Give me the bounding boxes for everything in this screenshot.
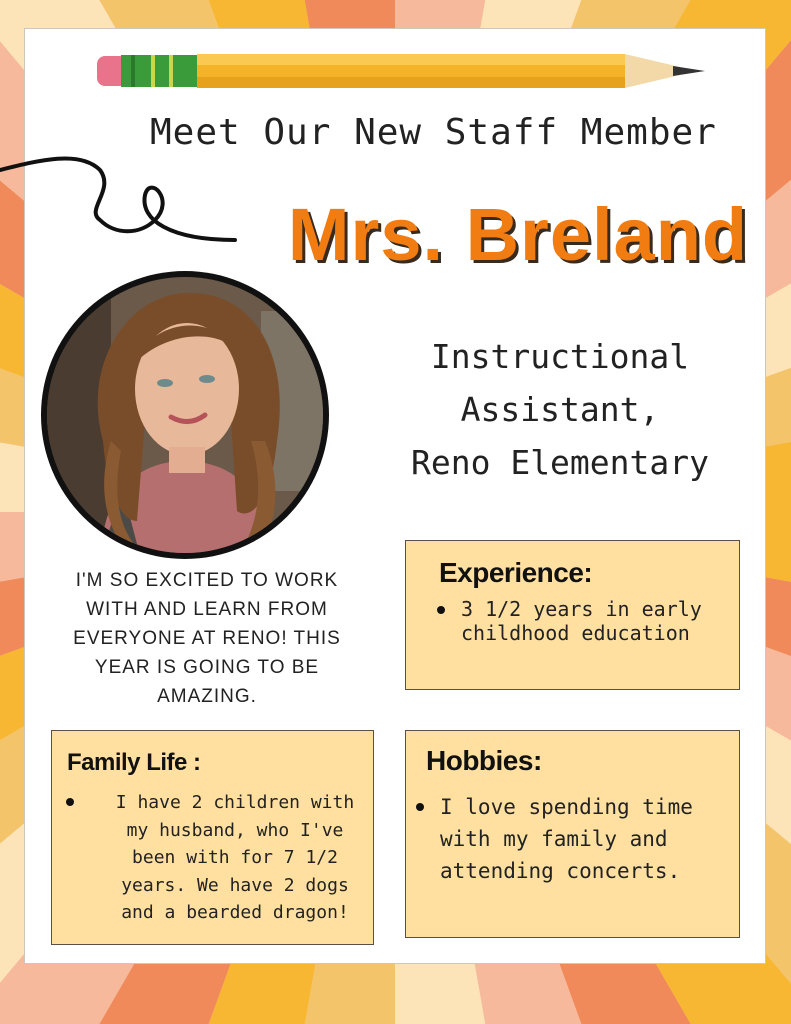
staff-photo <box>41 271 329 559</box>
role-line: Reno Elementary <box>410 443 709 482</box>
role-line: Instructional <box>430 337 690 376</box>
experience-title: Experience: <box>439 557 593 588</box>
list-item <box>440 791 730 887</box>
staff-name: Mrs. Breland <box>287 193 749 276</box>
bullet-icon <box>416 803 424 811</box>
welcome-quote: I'M SO EXCITED TO WORK WITH AND LEARN FROM EVERYONE AT RENO! THIS YEAR IS GOING TO BE AMAZING. <box>73 570 341 707</box>
experience-box <box>405 540 740 690</box>
hobbies-title: Hobbies: <box>426 745 542 776</box>
family-life-box <box>51 730 374 945</box>
pencil-icon <box>95 50 707 92</box>
role-title <box>380 330 740 489</box>
role-line: Assistant, <box>460 390 660 429</box>
headline: Meet Our New Staff Member <box>150 112 717 153</box>
bullet-icon <box>437 606 445 614</box>
hobbies-box <box>405 730 740 938</box>
experience-text: 3 1/2 years in early childhood education <box>461 597 702 645</box>
list-item <box>102 789 368 927</box>
list-item <box>461 597 731 645</box>
hobbies-text: I love spending time with my family and attending concerts. <box>440 795 693 883</box>
bullet-icon <box>66 798 74 806</box>
family-text: I have 2 children with my husband, who I've been with for 7 1/2 years. We have 2 dogs and a bearded dragon! <box>115 792 355 923</box>
family-title: Family Life : <box>67 749 201 776</box>
squiggle-decoration <box>0 150 250 250</box>
